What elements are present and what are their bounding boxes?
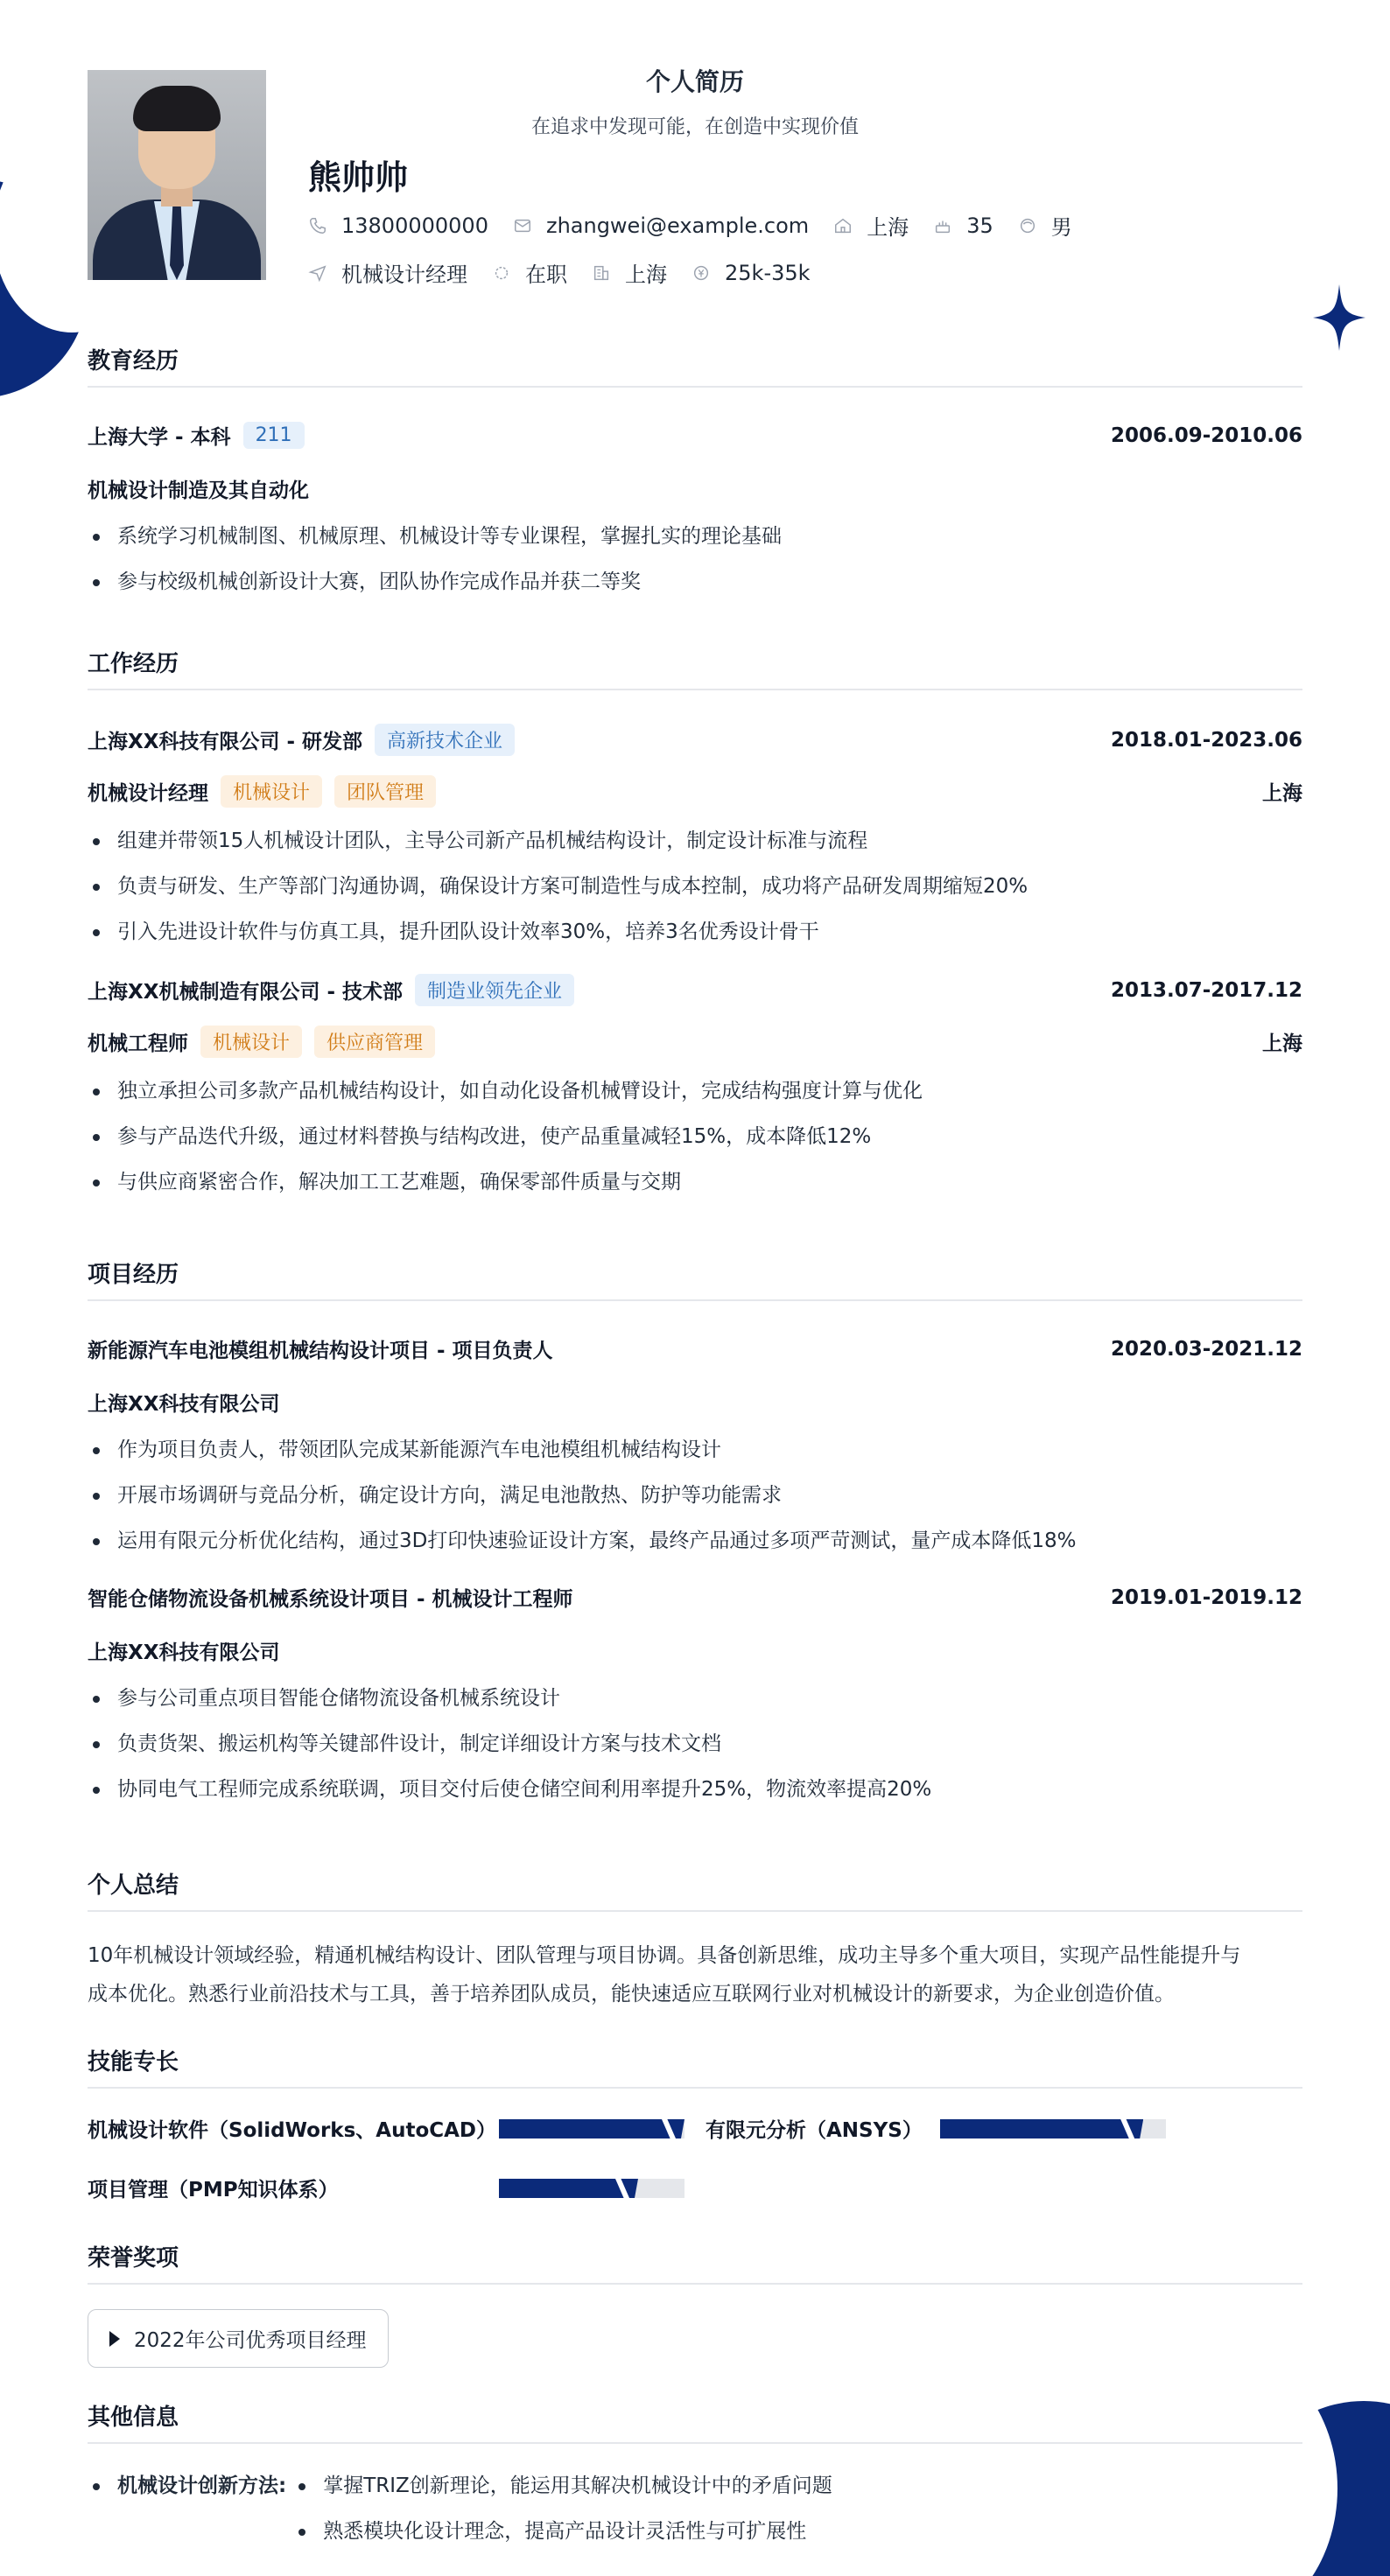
target-position: 机械设计经理 [341,262,467,287]
list-item: 开展市场调研与竞品分析，确定设计方向，满足电池散热、防护等功能需求 [88,1473,1302,1518]
job-entry-header [88,724,1302,756]
project-entry-header [88,1583,1302,1612]
section-title: 技能专长 [88,2044,1302,2089]
other-info-list [88,2463,1302,2554]
skill-name: 项目管理（PMP知识体系） [88,2179,339,2202]
target-position-info [308,257,467,288]
summary-text [88,1936,1302,2013]
expected-salary: 25k-35k [725,260,811,285]
phone-icon [308,216,327,235]
project-name: 智能仓储物流设备机械系统设计项目 - 机械设计工程师 [88,1588,573,1611]
gender-info [1018,210,1072,241]
award-label: 2022年公司优秀项目经理 [134,2329,367,2352]
list-item: 组建并带领15人机械设计团队，主导公司新产品机械结构设计，制定设计标准与流程 [88,818,1302,864]
list-item: 参与公司重点项目智能仓储物流设备机械系统设计 [88,1676,1302,1721]
company-tag: 制造业领先企业 [415,974,574,1006]
list-item: 作为项目负责人，带领团队完成某新能源汽车电池模组机械结构设计 [88,1427,1302,1473]
target-city: 上海 [625,262,667,287]
job-status: 在职 [525,262,567,287]
project-name: 新能源汽车电池模组机械结构设计项目 - 项目负责人 [88,1340,553,1362]
profile-photo [88,70,266,280]
list-item: 引入先进设计软件与仿真工具，提升团队设计效率30%，培养3名优秀设计骨干 [88,909,1302,955]
list-item: 与供应商紧密合作，解决加工工艺难题，确保零部件质量与交期 [88,1159,1302,1205]
summary-section [88,1867,1302,2013]
job-role-row [88,775,1302,808]
job-role: 机械工程师 [88,1032,188,1055]
email-icon [513,216,532,235]
section-title: 工作经历 [88,646,1302,690]
job-role: 机械设计经理 [88,782,208,805]
job-details [88,1068,1302,1205]
target-city-info [592,257,667,288]
contact-info-row [308,210,1097,241]
resume-page [88,0,1302,2543]
work-section [88,646,1302,1205]
list-item: 协同电气工程师完成系统联调，项目交付后使仓储空间利用率提升25%，物流效率提高20% [88,1767,1302,1812]
section-title: 项目经历 [88,1256,1302,1301]
skill-level-bar [499,2119,684,2138]
list-item: 参与校级机械创新设计大赛，团队协作完成作品并获二等奖 [88,559,1302,605]
gender-icon [1018,216,1037,235]
skill-tag: 供应商管理 [314,1026,435,1058]
project-date: 2019.01-2019.12 [1110,1586,1302,1609]
job-info-row [308,257,835,288]
list-item: 参与产品迭代升级，通过材料替换与结构改进，使产品重量减轻15%，成本降低12% [88,1114,1302,1159]
summary-line: 10年机械设计领域经验，精通机械结构设计、团队管理与项目协调。具备创新思维，成功主导多个重大项目，实现产品性能提升与 [88,1944,1241,1967]
other-info-label: 机械设计创新方法: [88,2463,286,2509]
list-item: 运用有限元分析优化结构，通过3D打印快速验证设计方案，最终产品通过多项严苛测试，量产成本降低18% [88,1518,1302,1564]
skill-level-bar [499,2179,684,2198]
job-role-row [88,1026,1302,1058]
skill-tag: 机械设计 [221,775,322,808]
list-item: 系统学习机械制图、机械原理、机械设计等专业课程，掌握扎实的理论基础 [88,514,1302,559]
other-info-details [293,2463,832,2554]
resume-header [88,0,1302,289]
home-icon [833,216,853,235]
education-details [88,514,1302,605]
job-city: 上海 [1262,782,1302,805]
section-title: 荣誉奖项 [88,2240,1302,2285]
project-section [88,1256,1302,1812]
list-item: 独立承担公司多款产品机械结构设计，如自动化设备机械臂设计，完成结构强度计算与优化 [88,1068,1302,1114]
list-item: 负责货架、搬运机构等关键部件设计，制定详细设计方案与技术文档 [88,1721,1302,1767]
candidate-name: 熊帅帅 [308,158,409,197]
major: 机械设计制造及其自动化 [88,480,309,502]
school-name: 上海大学 - 本科 [88,426,231,449]
project-company: 上海XX科技有限公司 [88,1393,280,1416]
other-info-section [88,2399,1302,2554]
skill-name: 机械设计软件（SolidWorks、AutoCAD） [88,2119,497,2142]
skill-level-fill [940,2119,1143,2138]
location-info [833,210,909,241]
education-date: 2006.09-2010.06 [1110,424,1302,447]
job-city: 上海 [1262,1032,1302,1055]
section-title: 教育经历 [88,343,1302,388]
location-text: 上海 [867,215,909,240]
project-company: 上海XX科技有限公司 [88,1642,280,1664]
skill-name: 有限元分析（ANSYS） [706,2119,923,2142]
caret-right-icon [109,2331,120,2347]
email-info [513,214,809,238]
company-name: 上海XX机械制造有限公司 - 技术部 [88,981,404,1004]
other-info-category [88,2463,286,2554]
job-status-info [492,257,567,288]
skill-tag: 团队管理 [334,775,436,808]
section-title: 个人总结 [88,1867,1302,1912]
age-icon [933,216,952,235]
age-text: 35 [966,213,993,238]
email-address: zhangwei@example.com [545,213,810,238]
skill-level-bar [940,2119,1166,2138]
send-icon [308,263,327,283]
status-icon [492,263,511,283]
project-details [88,1676,1302,1812]
salary-icon [691,263,711,283]
project-details [88,1427,1302,1564]
phone-number: 13800000000 [341,213,488,238]
job-date: 2018.01-2023.06 [1110,728,1302,752]
job-entry-header [88,974,1302,1006]
age-info [933,214,993,238]
summary-line: 成本优化。熟悉行业前沿技术与工具，善于培养团队成员，能快速适应互联网行业对机械设计的新要求，为企业创造价值。 [88,1983,1175,2006]
building-icon [592,263,611,283]
job-date: 2013.07-2017.12 [1110,978,1302,1002]
list-item: 熟悉模块化设计理念，提高产品设计灵活性与可扩展性 [293,2509,832,2554]
list-item: 掌握TRIZ创新理论，能运用其解决机械设计中的矛盾问题 [293,2463,832,2509]
job-details [88,818,1302,955]
skill-level-fill [499,2119,684,2138]
project-date: 2020.03-2021.12 [1110,1337,1302,1361]
skill-tag: 机械设计 [200,1026,302,1058]
education-section [88,343,1302,605]
school-tag: 211 [243,422,305,449]
section-title: 其他信息 [88,2399,1302,2444]
sparkle-icon [1313,284,1365,351]
awards-section [88,2240,1302,2368]
company-tag: 高新技术企业 [375,724,515,756]
page-title: 个人简历 [645,67,744,96]
list-item: 负责与研发、生产等部门沟通协调，确保设计方案可制造性与成本控制，成功将产品研发周期缩短20% [88,864,1302,909]
salary-info [691,261,811,285]
award-item[interactable] [88,2309,389,2368]
education-entry-header [88,421,1302,450]
slogan: 在追求中发现可能，在创造中实现价值 [530,116,859,138]
company-name: 上海XX科技有限公司 - 研发部 [88,731,363,753]
skills-section [88,2044,1302,2219]
project-entry-header [88,1334,1302,1363]
gender-text: 男 [1050,215,1072,240]
phone-info [308,214,488,238]
